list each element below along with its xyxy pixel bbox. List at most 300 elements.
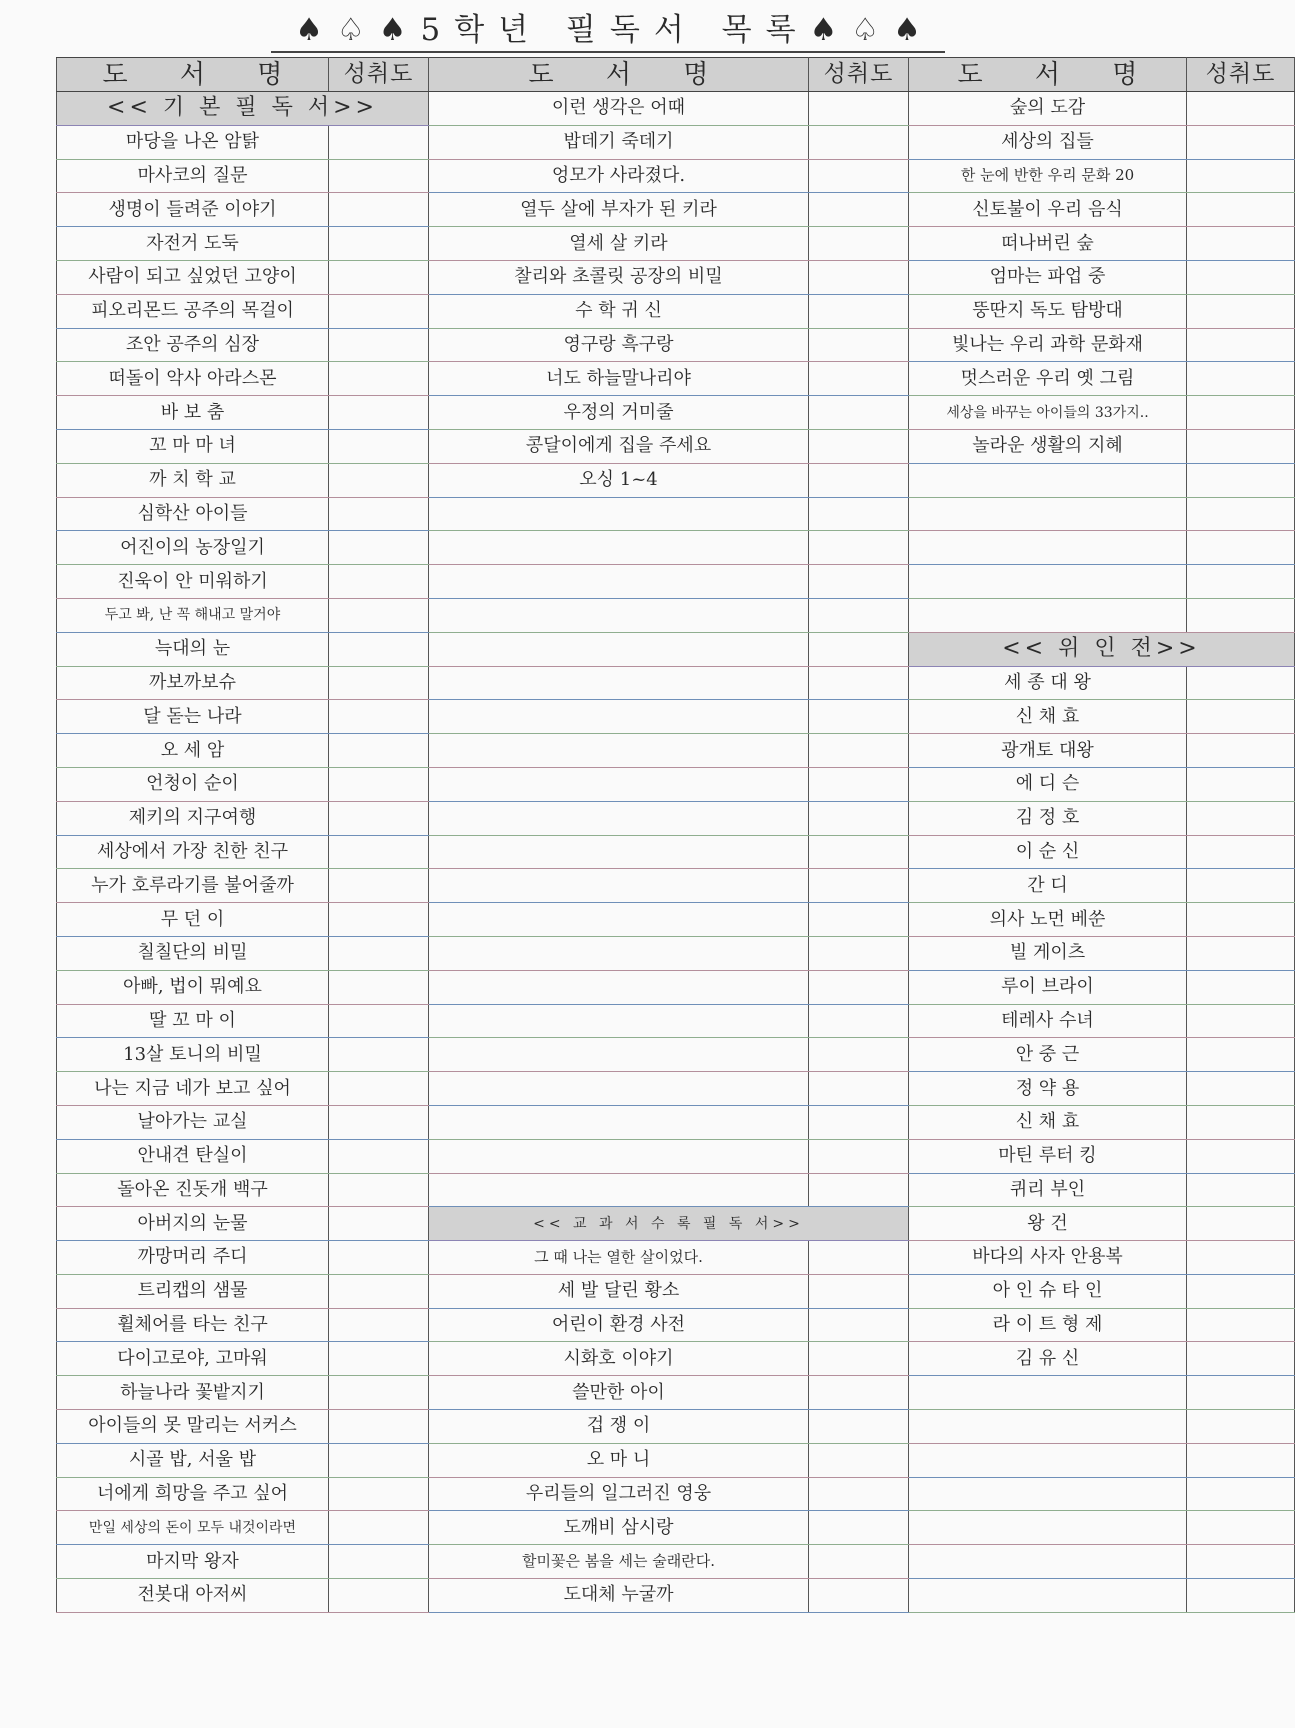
book-title-cell: 밥데기 죽데기 <box>429 125 809 159</box>
book-title-cell: 정 약 용 <box>909 1072 1187 1106</box>
book-title-cell: 칠칠단의 비밀 <box>57 936 329 970</box>
book-title-cell: 루이 브라이 <box>909 970 1187 1004</box>
book-title-cell: 왕 건 <box>909 1207 1187 1241</box>
achievement-cell[interactable] <box>329 565 429 599</box>
achievement-cell[interactable] <box>329 767 429 801</box>
book-row <box>57 598 1295 632</box>
book-row <box>57 1308 1295 1342</box>
book-title-cell <box>429 1173 809 1207</box>
book-title-cell: 그 때 나는 열한 살이었다. <box>429 1241 809 1275</box>
achievement-cell[interactable] <box>809 193 909 227</box>
book-title-cell: 영구랑 흑구랑 <box>429 328 809 362</box>
book-row <box>57 1410 1295 1444</box>
book-title-cell <box>429 1072 809 1106</box>
book-title-cell: 언청이 순이 <box>57 767 329 801</box>
achievement-cell[interactable] <box>329 835 429 869</box>
achievement-cell[interactable] <box>809 1139 909 1173</box>
achievement-cell[interactable] <box>329 531 429 565</box>
achievement-cell[interactable] <box>809 362 909 396</box>
achievement-cell[interactable] <box>1187 1038 1295 1072</box>
book-title-cell: 우정의 거미줄 <box>429 396 809 430</box>
book-title-cell: 피오리몬드 공주의 목걸이 <box>57 294 329 328</box>
book-title-cell <box>909 1376 1187 1410</box>
book-title-cell: 나는 지금 네가 보고 싶어 <box>57 1072 329 1106</box>
achievement-cell[interactable] <box>809 260 909 294</box>
title-wrap <box>0 10 1216 53</box>
achievement-cell[interactable] <box>1187 1443 1295 1477</box>
book-title-cell: 세상의 집들 <box>909 125 1187 159</box>
achievement-cell[interactable] <box>809 92 909 126</box>
achievement-cell[interactable] <box>1187 1511 1295 1545</box>
achievement-cell[interactable] <box>329 396 429 430</box>
achievement-cell[interactable] <box>1187 1139 1295 1173</box>
book-row <box>57 936 1295 970</box>
achievement-cell[interactable] <box>329 1038 429 1072</box>
book-title-cell: 할미꽃은 봄을 세는 술래란다. <box>429 1545 809 1579</box>
achievement-cell[interactable] <box>1187 1072 1295 1106</box>
achievement-cell[interactable] <box>1187 1207 1295 1241</box>
achievement-cell[interactable] <box>329 362 429 396</box>
achievement-cell[interactable] <box>1187 1105 1295 1139</box>
book-title-cell: 열세 살 키라 <box>429 227 809 261</box>
book-title-cell: 안내견 탄실이 <box>57 1139 329 1173</box>
book-title-cell: 까보까보슈 <box>57 666 329 700</box>
achievement-cell[interactable] <box>1187 666 1295 700</box>
book-title-cell <box>429 869 809 903</box>
achievement-cell[interactable] <box>329 1105 429 1139</box>
book-title-cell: 찰리와 초콜릿 공장의 비밀 <box>429 260 809 294</box>
book-title-cell: 딸 꼬 마 이 <box>57 1004 329 1038</box>
achievement-cell[interactable] <box>809 936 909 970</box>
achievement-cell[interactable] <box>809 1308 909 1342</box>
achievement-cell[interactable] <box>1187 1274 1295 1308</box>
book-title-cell <box>429 970 809 1004</box>
achievement-cell[interactable] <box>329 1274 429 1308</box>
book-title-cell <box>429 801 809 835</box>
book-title-cell <box>429 903 809 937</box>
book-title-cell: 뚱딴지 독도 탐방대 <box>909 294 1187 328</box>
achievement-cell[interactable] <box>809 1443 909 1477</box>
book-row <box>57 767 1295 801</box>
book-row <box>57 734 1295 768</box>
book-row <box>57 1004 1295 1038</box>
achievement-cell[interactable] <box>809 666 909 700</box>
book-row <box>57 463 1295 497</box>
book-title-cell: 쓸만한 아이 <box>429 1376 809 1410</box>
book-title-cell: 휠체어를 타는 친구 <box>57 1308 329 1342</box>
achievement-cell[interactable] <box>329 1410 429 1444</box>
achievement-cell[interactable] <box>809 1342 909 1376</box>
book-title-cell: 마사코의 질문 <box>57 159 329 193</box>
achievement-cell[interactable] <box>809 1579 909 1613</box>
achievement-cell[interactable] <box>809 328 909 362</box>
achievement-cell[interactable] <box>809 1105 909 1139</box>
achievement-cell[interactable] <box>809 565 909 599</box>
achievement-cell[interactable] <box>809 1376 909 1410</box>
achievement-cell[interactable] <box>809 463 909 497</box>
book-title-cell: 이 순 신 <box>909 835 1187 869</box>
book-row <box>57 835 1295 869</box>
book-row <box>57 903 1295 937</box>
book-row <box>57 700 1295 734</box>
achievement-cell[interactable] <box>329 497 429 531</box>
book-title-cell <box>909 1443 1187 1477</box>
book-title-cell: 무 던 이 <box>57 903 329 937</box>
book-row <box>57 159 1295 193</box>
book-row <box>57 1173 1295 1207</box>
achievement-cell[interactable] <box>329 1443 429 1477</box>
book-title-cell: 어린이 환경 사전 <box>429 1308 809 1342</box>
book-title-cell: 다이고로야, 고마워 <box>57 1342 329 1376</box>
book-title-cell: 까망머리 주디 <box>57 1241 329 1275</box>
achievement-cell[interactable] <box>329 193 429 227</box>
achievement-cell[interactable] <box>329 734 429 768</box>
book-title-cell: 늑대의 눈 <box>57 632 329 666</box>
book-row <box>57 1274 1295 1308</box>
book-title-cell <box>429 565 809 599</box>
achievement-cell[interactable] <box>809 429 909 463</box>
achievement-cell[interactable] <box>329 700 429 734</box>
book-row <box>57 362 1295 396</box>
book-title-cell <box>909 1511 1187 1545</box>
achievement-cell[interactable] <box>1187 1477 1295 1511</box>
book-title-cell: 라 이 트 형 제 <box>909 1308 1187 1342</box>
book-title-cell <box>909 463 1187 497</box>
book-title-cell: 겁 쟁 이 <box>429 1410 809 1444</box>
achievement-cell[interactable] <box>809 632 909 666</box>
achievement-cell[interactable] <box>329 869 429 903</box>
book-title-cell: 너도 하늘말나리야 <box>429 362 809 396</box>
achievement-cell[interactable] <box>329 1004 429 1038</box>
achievement-cell[interactable] <box>809 1241 909 1275</box>
achievement-cell[interactable] <box>1187 193 1295 227</box>
achievement-cell[interactable] <box>809 294 909 328</box>
achievement-cell[interactable] <box>1187 1241 1295 1275</box>
achievement-cell[interactable] <box>329 227 429 261</box>
book-row <box>57 1241 1295 1275</box>
book-row <box>57 970 1295 1004</box>
book-title-cell: 마지막 왕자 <box>57 1545 329 1579</box>
book-title-cell <box>429 936 809 970</box>
achievement-cell[interactable] <box>329 632 429 666</box>
achievement-cell[interactable] <box>329 598 429 632</box>
book-title-cell: 마틴 루터 킹 <box>909 1139 1187 1173</box>
book-title-cell: 바 보 춤 <box>57 396 329 430</box>
achievement-cell[interactable] <box>809 1545 909 1579</box>
book-title-cell: 김 정 호 <box>909 801 1187 835</box>
achievement-cell[interactable] <box>329 1308 429 1342</box>
book-title-cell <box>429 1105 809 1139</box>
achievement-cell[interactable] <box>329 801 429 835</box>
achievement-cell[interactable] <box>809 835 909 869</box>
achievement-cell[interactable] <box>1187 429 1295 463</box>
book-title-cell: 세 발 달린 황소 <box>429 1274 809 1308</box>
achievement-cell[interactable] <box>1187 1410 1295 1444</box>
achievement-cell[interactable] <box>1187 227 1295 261</box>
book-title-cell <box>429 1139 809 1173</box>
achievement-cell[interactable] <box>1187 328 1295 362</box>
book-title-cell: 아 인 슈 타 인 <box>909 1274 1187 1308</box>
section-header: << 기 본 필 독 서>> <box>57 92 429 126</box>
book-title-cell: 떠돌이 악사 아라스몬 <box>57 362 329 396</box>
book-title-cell <box>429 497 809 531</box>
achievement-cell[interactable] <box>1187 1308 1295 1342</box>
book-row <box>57 1139 1295 1173</box>
reading-list-body <box>57 58 1295 1613</box>
book-row <box>57 1207 1295 1241</box>
book-title-cell: 만일 세상의 돈이 모두 내것이라면 <box>57 1511 329 1545</box>
book-title-cell: 광개토 대왕 <box>909 734 1187 768</box>
book-title-cell: 생명이 들려준 이야기 <box>57 193 329 227</box>
book-row <box>57 92 1295 126</box>
book-title-cell: 도깨비 삼시랑 <box>429 1511 809 1545</box>
book-row <box>57 429 1295 463</box>
book-title-cell: 세상에서 가장 친한 친구 <box>57 835 329 869</box>
book-title-cell: 엉모가 사라졌다. <box>429 159 809 193</box>
book-row <box>57 328 1295 362</box>
achievement-cell[interactable] <box>809 1038 909 1072</box>
achievement-cell[interactable] <box>809 1072 909 1106</box>
book-row <box>57 1376 1295 1410</box>
book-row <box>57 1511 1295 1545</box>
book-title-cell <box>909 531 1187 565</box>
achievement-cell[interactable] <box>809 903 909 937</box>
book-title-cell: 멋스러운 우리 옛 그림 <box>909 362 1187 396</box>
book-title-cell: 오싱 1~4 <box>429 463 809 497</box>
achievement-cell[interactable] <box>809 598 909 632</box>
achievement-cell[interactable] <box>329 1376 429 1410</box>
achievement-cell[interactable] <box>1187 835 1295 869</box>
book-row <box>57 1105 1295 1139</box>
book-title-cell: 아빠, 법이 뭐예요 <box>57 970 329 1004</box>
achievement-cell[interactable] <box>329 1545 429 1579</box>
book-row <box>57 1072 1295 1106</box>
achievement-cell[interactable] <box>329 125 429 159</box>
book-title-cell: 의사 노먼 베쑨 <box>909 903 1187 937</box>
achievement-cell[interactable] <box>1187 1004 1295 1038</box>
column-header-title: 도 서 명 <box>429 58 809 92</box>
book-title-cell: 달 돋는 나라 <box>57 700 329 734</box>
book-row <box>57 193 1295 227</box>
book-title-cell <box>429 632 809 666</box>
book-title-cell: 너에게 희망을 주고 싶어 <box>57 1477 329 1511</box>
achievement-cell[interactable] <box>1187 1545 1295 1579</box>
book-title-cell <box>429 700 809 734</box>
book-row <box>57 294 1295 328</box>
achievement-cell[interactable] <box>1187 936 1295 970</box>
column-header-achievement: 성취도 <box>809 58 909 92</box>
book-title-cell: 열두 살에 부자가 된 키라 <box>429 193 809 227</box>
achievement-cell[interactable] <box>329 903 429 937</box>
book-title-cell: 신 채 효 <box>909 1105 1187 1139</box>
book-title-cell: 안 중 근 <box>909 1038 1187 1072</box>
achievement-cell[interactable] <box>329 260 429 294</box>
achievement-cell[interactable] <box>809 801 909 835</box>
book-title-cell <box>909 1579 1187 1613</box>
achievement-cell[interactable] <box>1187 869 1295 903</box>
book-title-cell: 세상을 바꾸는 아이들의 33가지.. <box>909 396 1187 430</box>
book-title-cell: 아버지의 눈물 <box>57 1207 329 1241</box>
section-header: << 위 인 전>> <box>909 632 1295 666</box>
achievement-cell[interactable] <box>1187 260 1295 294</box>
achievement-cell[interactable] <box>1187 903 1295 937</box>
book-title-cell: 떠나버린 숲 <box>909 227 1187 261</box>
achievement-cell[interactable] <box>1187 767 1295 801</box>
book-title-cell <box>909 497 1187 531</box>
book-title-cell: 빛나는 우리 과학 문화재 <box>909 328 1187 362</box>
book-title-cell: 에 디 슨 <box>909 767 1187 801</box>
achievement-cell[interactable] <box>329 463 429 497</box>
achievement-cell[interactable] <box>329 294 429 328</box>
book-row <box>57 632 1295 666</box>
achievement-cell[interactable] <box>809 531 909 565</box>
achievement-cell[interactable] <box>1187 531 1295 565</box>
book-title-cell: 수 학 귀 신 <box>429 294 809 328</box>
achievement-cell[interactable] <box>1187 734 1295 768</box>
book-title-cell: 숲의 도감 <box>909 92 1187 126</box>
book-title-cell: 우리들의 일그러진 영웅 <box>429 1477 809 1511</box>
achievement-cell[interactable] <box>329 1072 429 1106</box>
achievement-cell[interactable] <box>809 869 909 903</box>
page-title: ♠♤♠5학년 필독서 목록♠♤♠ <box>271 10 945 53</box>
achievement-cell[interactable] <box>329 159 429 193</box>
achievement-cell[interactable] <box>809 497 909 531</box>
book-title-cell: 이런 생각은 어때 <box>429 92 809 126</box>
achievement-cell[interactable] <box>1187 92 1295 126</box>
achievement-cell[interactable] <box>329 1511 429 1545</box>
book-title-cell: 꼬 마 마 녀 <box>57 429 329 463</box>
column-header-achievement: 성취도 <box>329 58 429 92</box>
achievement-cell[interactable] <box>1187 1342 1295 1376</box>
book-title-cell: 시골 밥, 서울 밥 <box>57 1443 329 1477</box>
achievement-cell[interactable] <box>1187 801 1295 835</box>
achievement-cell[interactable] <box>809 227 909 261</box>
book-title-cell: 진욱이 안 미워하기 <box>57 565 329 599</box>
reading-list-table <box>56 57 1295 1613</box>
book-row <box>57 260 1295 294</box>
book-row <box>57 869 1295 903</box>
achievement-cell[interactable] <box>1187 497 1295 531</box>
achievement-cell[interactable] <box>1187 565 1295 599</box>
book-row <box>57 1443 1295 1477</box>
achievement-cell[interactable] <box>809 159 909 193</box>
achievement-cell[interactable] <box>329 1579 429 1613</box>
achievement-cell[interactable] <box>809 396 909 430</box>
book-title-cell: 돌아온 진돗개 백구 <box>57 1173 329 1207</box>
book-title-cell <box>429 767 809 801</box>
book-row <box>57 565 1295 599</box>
book-title-cell: 오 마 니 <box>429 1443 809 1477</box>
book-title-cell: 제키의 지구여행 <box>57 801 329 835</box>
achievement-cell[interactable] <box>329 1342 429 1376</box>
book-title-cell: 도대체 누굴까 <box>429 1579 809 1613</box>
book-title-cell <box>429 531 809 565</box>
book-row <box>57 531 1295 565</box>
book-title-cell <box>429 598 809 632</box>
book-row <box>57 666 1295 700</box>
book-title-cell: 마당을 나온 암탉 <box>57 125 329 159</box>
achievement-cell[interactable] <box>809 125 909 159</box>
achievement-cell[interactable] <box>809 700 909 734</box>
achievement-cell[interactable] <box>1187 159 1295 193</box>
achievement-cell[interactable] <box>329 1207 429 1241</box>
book-title-cell: 빌 게이츠 <box>909 936 1187 970</box>
book-title-cell: 한 눈에 반한 우리 문화 20 <box>909 159 1187 193</box>
book-title-cell <box>909 1545 1187 1579</box>
achievement-cell[interactable] <box>809 734 909 768</box>
book-title-cell: 세 종 대 왕 <box>909 666 1187 700</box>
book-title-cell: 신 채 효 <box>909 700 1187 734</box>
achievement-cell[interactable] <box>329 429 429 463</box>
achievement-cell[interactable] <box>809 1004 909 1038</box>
achievement-cell[interactable] <box>329 1139 429 1173</box>
book-row <box>57 801 1295 835</box>
achievement-cell[interactable] <box>1187 1376 1295 1410</box>
achievement-cell[interactable] <box>329 666 429 700</box>
book-title-cell <box>429 1004 809 1038</box>
book-row <box>57 396 1295 430</box>
book-title-cell: 테레사 수녀 <box>909 1004 1187 1038</box>
achievement-cell[interactable] <box>1187 125 1295 159</box>
achievement-cell[interactable] <box>329 1241 429 1275</box>
book-title-cell: 날아가는 교실 <box>57 1105 329 1139</box>
book-title-cell: 놀라운 생활의 지혜 <box>909 429 1187 463</box>
book-row <box>57 1545 1295 1579</box>
book-row <box>57 125 1295 159</box>
achievement-cell[interactable] <box>329 1173 429 1207</box>
book-row <box>57 1579 1295 1613</box>
book-title-cell: 간 디 <box>909 869 1187 903</box>
book-title-cell <box>429 666 809 700</box>
achievement-cell[interactable] <box>809 1274 909 1308</box>
book-row <box>57 227 1295 261</box>
achievement-cell[interactable] <box>329 970 429 1004</box>
achievement-cell[interactable] <box>1187 294 1295 328</box>
achievement-cell[interactable] <box>1187 1173 1295 1207</box>
achievement-cell[interactable] <box>809 1477 909 1511</box>
achievement-cell[interactable] <box>1187 970 1295 1004</box>
book-title-cell: 김 유 신 <box>909 1342 1187 1376</box>
achievement-cell[interactable] <box>1187 598 1295 632</box>
achievement-cell[interactable] <box>809 1173 909 1207</box>
achievement-cell[interactable] <box>329 1477 429 1511</box>
book-title-cell <box>909 1410 1187 1444</box>
book-title-cell: 퀴리 부인 <box>909 1173 1187 1207</box>
book-row <box>57 1477 1295 1511</box>
book-row <box>57 1342 1295 1376</box>
book-title-cell: 오 세 암 <box>57 734 329 768</box>
book-title-cell: 심학산 아이들 <box>57 497 329 531</box>
achievement-cell[interactable] <box>329 936 429 970</box>
achievement-cell[interactable] <box>1187 700 1295 734</box>
book-title-cell: 하늘나라 꽃밭지기 <box>57 1376 329 1410</box>
book-title-cell: 두고 봐, 난 꼭 해내고 말거야 <box>57 598 329 632</box>
book-title-cell: 시화호 이야기 <box>429 1342 809 1376</box>
achievement-cell[interactable] <box>809 1511 909 1545</box>
achievement-cell[interactable] <box>1187 362 1295 396</box>
achievement-cell[interactable] <box>1187 463 1295 497</box>
book-title-cell: 엄마는 파업 중 <box>909 260 1187 294</box>
book-title-cell: 신토불이 우리 음식 <box>909 193 1187 227</box>
header-row <box>57 58 1295 92</box>
achievement-cell[interactable] <box>1187 1579 1295 1613</box>
achievement-cell[interactable] <box>809 1410 909 1444</box>
achievement-cell[interactable] <box>809 767 909 801</box>
book-title-cell: 13살 토니의 비밀 <box>57 1038 329 1072</box>
achievement-cell[interactable] <box>1187 396 1295 430</box>
achievement-cell[interactable] <box>329 328 429 362</box>
achievement-cell[interactable] <box>809 970 909 1004</box>
